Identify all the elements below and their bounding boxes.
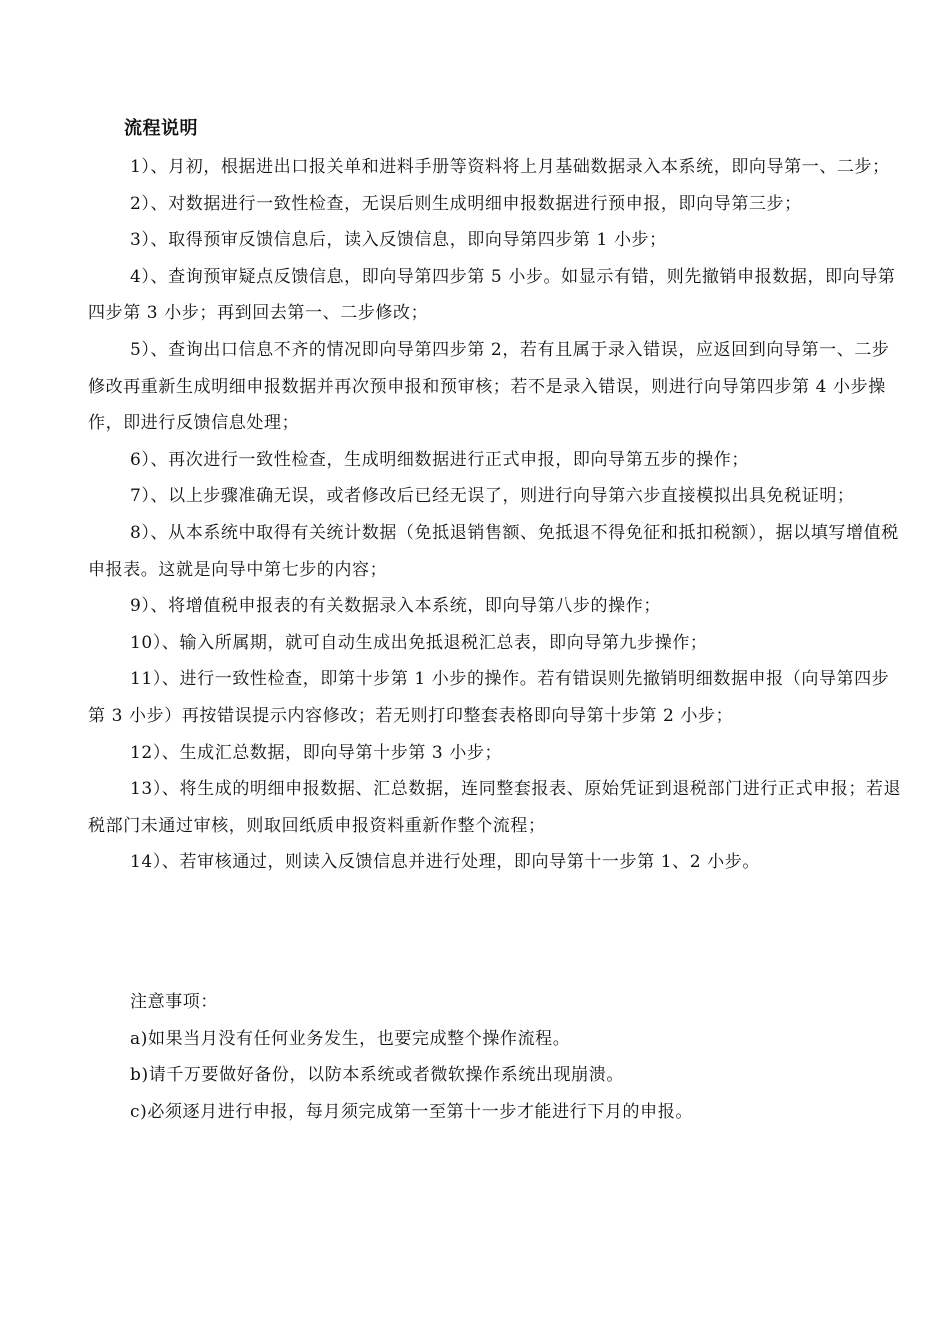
step-14: 14）、若审核通过，则读入反馈信息并进行处理，即向导第十一步第 1、2 小步。 xyxy=(130,852,760,873)
step-12: 12）、生成汇总数据，即向导第十步第 3 小步； xyxy=(130,742,503,763)
step-7: 7）、以上步骤准确无误，或者修改后已经无误了，则进行向导第六步直接模拟出具免税证明； xyxy=(130,486,855,507)
step-13: 13）、将生成的明细申报数据、汇总数据，连同整套报表、原始凭证到退税部门进行正式申报；若退税部门未通过审核，则取回纸质申报资料重新作整个流程； xyxy=(88,779,902,836)
step-5: 5）、查询出口信息不齐的情况即向导第四步第 2，若有且属于录入错误，应返回到向导第一、二步修改再重新生成明细申报数据并再次预申报和预审核；若不是录入错误，则进行向导第四步第 4 小步操作，即进行反馈信息处理； xyxy=(88,339,890,434)
page-title: 流程说明 xyxy=(124,118,198,139)
step-6: 6）、再次进行一致性检查，生成明细数据进行正式申报，即向导第五步的操作； xyxy=(130,449,749,470)
note-c: c)必须逐月进行申报，每月须完成第一至第十一步才能进行下月的申报。 xyxy=(130,1101,693,1122)
notes-title: 注意事项： xyxy=(130,992,218,1012)
step-3: 3）、取得预审反馈信息后，读入反馈信息，即向导第四步第 1 小步； xyxy=(130,230,667,251)
step-2: 2）、对数据进行一致性检查，无误后则生成明细申报数据进行预申报，即向导第三步； xyxy=(130,193,802,214)
step-9: 9）、将增值税申报表的有关数据录入本系统，即向导第八步的操作； xyxy=(130,596,661,617)
note-a: a)如果当月没有任何业务发生，也要完成整个操作流程。 xyxy=(130,1028,571,1049)
note-b: b)请千万要做好备份，以防本系统或者微软操作系统出现崩溃。 xyxy=(130,1065,624,1086)
step-8: 8）、从本系统中取得有关统计数据（免抵退销售额、免抵退不得免征和抵扣税额），据以填写增值税申报表。这就是向导中第七步的内容； xyxy=(88,522,899,580)
step-1: 1）、月初，根据进出口报关单和进料手册等资料将上月基础数据录入本系统，即向导第一、二步； xyxy=(130,157,890,177)
notes-section xyxy=(130,984,910,1130)
process-steps xyxy=(88,149,903,881)
step-11: 11）、进行一致性检查，即第十步第 1 小步的操作。若有错误则先撤销明细数据申报（向导第四步第 3 小步）再按错误提示内容修改；若无则打印整套表格即向导第十步第 2 小步； xyxy=(88,669,890,726)
step-4: 4）、查询预审疑点反馈信息，即向导第四步第 5 小步。如显示有错，则先撤销申报数据，即向导第四步第 3 小步；再到回去第一、二步修改； xyxy=(88,266,896,324)
step-10: 10）、输入所属期，就可自动生成出免抵退税汇总表，即向导第九步操作； xyxy=(130,632,708,653)
